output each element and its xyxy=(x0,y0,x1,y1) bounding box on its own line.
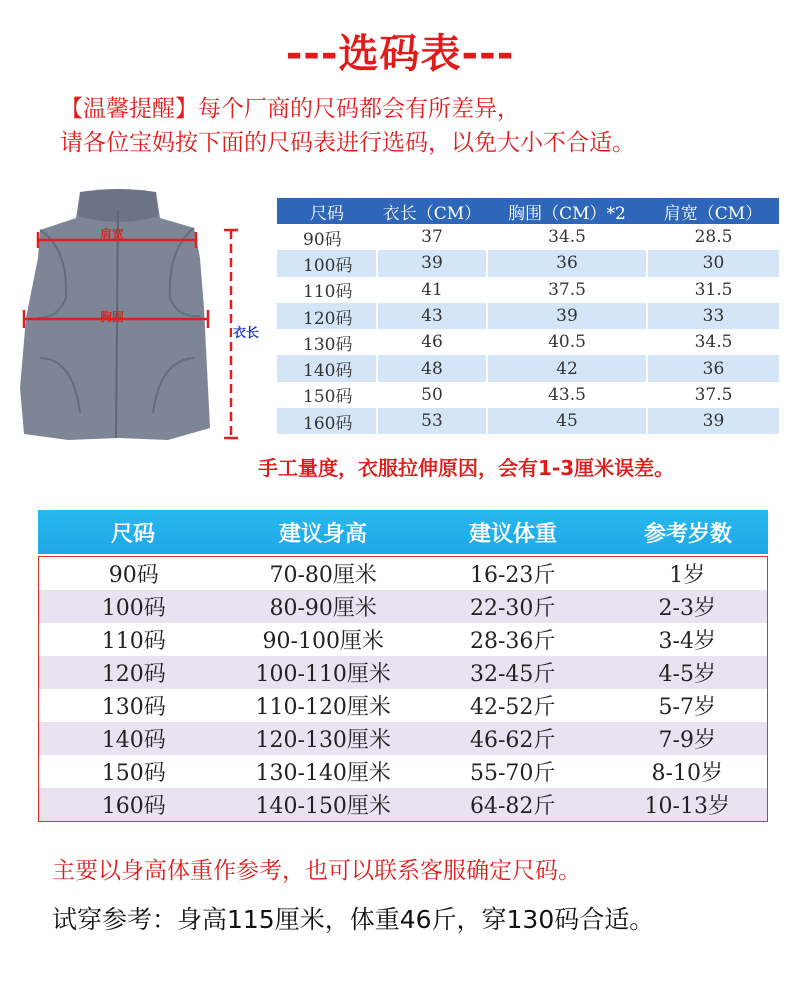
table-cell: 120-130厘米 xyxy=(255,728,391,753)
recommend-header-cell: 参考岁数 xyxy=(643,521,732,547)
table-cell: 42-52斤 xyxy=(469,695,556,720)
table-cell: 120码 xyxy=(277,303,377,329)
table-cell: 36 xyxy=(647,355,779,381)
table-cell: 140-150厘米 xyxy=(255,794,391,819)
table-cell: 36 xyxy=(487,250,647,276)
table-cell: 45 xyxy=(487,408,647,434)
table-cell: 33 xyxy=(647,303,779,329)
table-cell: 39 xyxy=(487,303,647,329)
table-cell: 7-9岁 xyxy=(658,728,716,753)
table-cell: 22-30斤 xyxy=(469,596,556,621)
table-cell: 43 xyxy=(377,303,487,329)
table-row xyxy=(39,722,767,755)
table-cell: 90码 xyxy=(108,563,159,588)
table-cell: 150码 xyxy=(101,761,166,786)
table-cell: 130-140厘米 xyxy=(255,761,391,786)
table-row xyxy=(277,382,779,408)
label-shoulder: 肩宽 xyxy=(100,227,125,241)
table-cell: 150码 xyxy=(277,382,377,408)
size-header-cell: 胸围（CM）*2 xyxy=(487,198,647,224)
table-cell: 100码 xyxy=(101,596,166,621)
table-cell: 34.5 xyxy=(487,224,647,250)
size-header-cell: 尺码 xyxy=(277,198,377,224)
table-cell: 140码 xyxy=(277,355,377,381)
table-cell: 41 xyxy=(377,277,487,303)
size-header-cell: 衣长（CM） xyxy=(377,198,487,224)
footer-example: 试穿参考：身高115厘米，体重46斤，穿130码合适。 xyxy=(52,905,655,934)
table-cell: 46-62斤 xyxy=(469,728,556,753)
table-cell: 110码 xyxy=(277,277,377,303)
table-row xyxy=(277,250,779,276)
table-cell: 39 xyxy=(647,408,779,434)
table-cell: 42 xyxy=(487,355,647,381)
table-row xyxy=(277,303,779,329)
table-cell: 48 xyxy=(377,355,487,381)
table-row xyxy=(39,656,767,689)
table-cell: 160码 xyxy=(277,408,377,434)
table-cell: 8-10岁 xyxy=(651,761,723,786)
table-cell: 4-5岁 xyxy=(658,662,716,687)
table-cell: 100-110厘米 xyxy=(255,662,391,687)
table-cell: 53 xyxy=(377,408,487,434)
table-cell: 90-100厘米 xyxy=(262,629,384,654)
table-cell: 39 xyxy=(377,250,487,276)
table-cell: 130码 xyxy=(277,329,377,355)
recommend-header-cell: 建议身高 xyxy=(278,521,367,547)
measure-note: 手工量度，衣服拉伸原因，会有1-3厘米误差。 xyxy=(258,456,675,480)
table-row xyxy=(39,755,767,788)
table-row xyxy=(39,557,767,590)
label-chest: 胸围 xyxy=(100,310,125,324)
table-cell: 140码 xyxy=(101,728,166,753)
recommend-table-header xyxy=(38,510,768,554)
recommend-header-cell: 建议体重 xyxy=(468,521,557,547)
table-row xyxy=(277,408,779,434)
table-cell: 50 xyxy=(377,382,487,408)
table-cell: 34.5 xyxy=(647,329,779,355)
page-title: ---选码表--- xyxy=(285,31,515,77)
recommend-table xyxy=(38,510,768,822)
table-row xyxy=(277,277,779,303)
table-cell: 32-45斤 xyxy=(469,662,556,687)
table-cell: 80-90厘米 xyxy=(269,596,377,621)
table-row xyxy=(39,590,767,623)
table-cell: 1岁 xyxy=(669,563,706,588)
vest-illustration xyxy=(18,188,243,443)
table-cell: 160码 xyxy=(101,794,166,819)
table-cell: 10-13岁 xyxy=(644,794,730,819)
recommend-table-body xyxy=(38,556,768,822)
size-table-header xyxy=(277,198,779,224)
table-cell: 28-36斤 xyxy=(469,629,556,654)
table-cell: 37 xyxy=(377,224,487,250)
table-cell: 28.5 xyxy=(647,224,779,250)
table-cell: 16-23斤 xyxy=(469,563,556,588)
table-cell: 3-4岁 xyxy=(658,629,716,654)
table-cell: 70-80厘米 xyxy=(269,563,377,588)
table-row xyxy=(39,788,767,821)
size-header-cell: 肩宽（CM） xyxy=(647,198,779,224)
reminder-line-2: 请各位宝妈按下面的尺码表进行选码，以免大小不合适。 xyxy=(60,130,635,156)
size-table xyxy=(277,198,779,434)
table-row xyxy=(277,329,779,355)
table-cell: 130码 xyxy=(101,695,166,720)
table-cell: 37.5 xyxy=(647,382,779,408)
table-cell: 46 xyxy=(377,329,487,355)
table-cell: 64-82斤 xyxy=(469,794,556,819)
table-cell: 40.5 xyxy=(487,329,647,355)
table-cell: 5-7岁 xyxy=(658,695,716,720)
table-row xyxy=(39,623,767,656)
recommend-header-cell: 尺码 xyxy=(110,521,155,547)
table-cell: 55-70斤 xyxy=(469,761,556,786)
table-row xyxy=(277,224,779,250)
table-cell: 31.5 xyxy=(647,277,779,303)
table-cell: 2-3岁 xyxy=(658,596,716,621)
label-length: 衣长 xyxy=(232,322,260,341)
table-cell: 110码 xyxy=(101,629,166,654)
reminder-line-1: 【温馨提醒】每个厂商的尺码都会有所差异， xyxy=(60,96,520,122)
table-cell: 30 xyxy=(647,250,779,276)
table-cell: 43.5 xyxy=(487,382,647,408)
table-row xyxy=(277,355,779,381)
footer-note: 主要以身高体重作参考，也可以联系客服确定尺码。 xyxy=(52,858,581,884)
table-cell: 37.5 xyxy=(487,277,647,303)
table-row xyxy=(39,689,767,722)
table-cell: 110-120厘米 xyxy=(255,695,391,720)
table-cell: 90码 xyxy=(277,224,377,250)
table-cell: 120码 xyxy=(101,662,166,687)
table-cell: 100码 xyxy=(277,250,377,276)
